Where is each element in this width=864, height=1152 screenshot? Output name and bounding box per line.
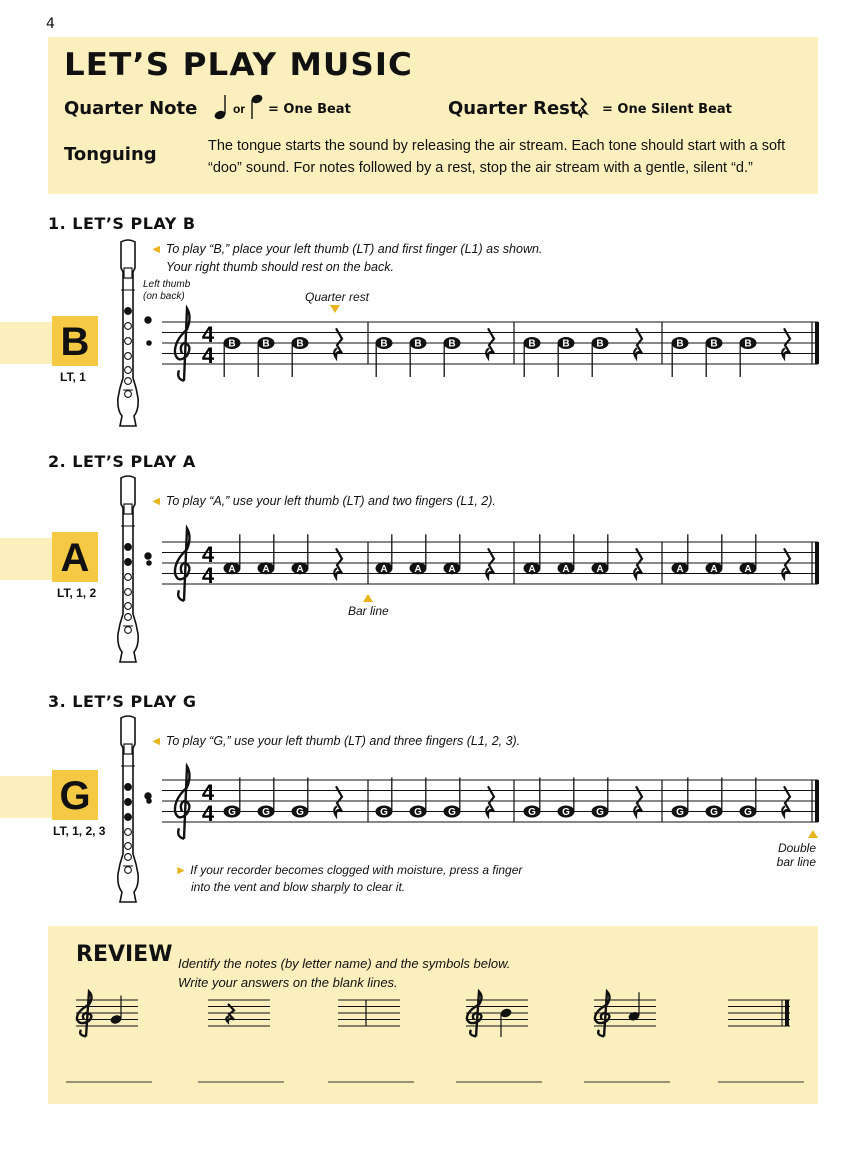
review-item — [66, 992, 152, 1082]
finger-hole — [125, 308, 132, 315]
note-head-letter: A — [448, 563, 456, 575]
note-head-letter: B — [414, 338, 422, 350]
note-head-letter: B — [528, 338, 536, 350]
note-head-letter: G — [380, 807, 388, 818]
note-head-letter: G — [262, 807, 270, 818]
note-head-letter: A — [414, 563, 422, 575]
note-head-letter: A — [528, 563, 536, 575]
one-beat-text: = One Beat — [268, 102, 351, 117]
review-title: REVIEW — [76, 942, 173, 967]
note-head-letter: B — [710, 338, 718, 350]
review-item — [718, 1000, 804, 1082]
note-head-letter: G — [448, 807, 456, 818]
instruction-g: ◄ To play “G,” use your left thumb (LT) and three fingers (L1, 2, 3). — [150, 734, 521, 748]
instruction-b: ◄ To play “B,” place your left thumb (LT) and first finger (L1) as shown. Your right thumb should rest on the back. — [150, 242, 543, 274]
note-head-letter: A — [296, 563, 304, 575]
review-item — [584, 992, 670, 1082]
treble-clef-icon — [175, 308, 190, 380]
treble-clef-icon — [467, 992, 482, 1037]
note-tab-b — [0, 322, 98, 364]
note-head-letter: B — [676, 338, 684, 350]
double-bar-thick — [785, 1000, 789, 1026]
note-head-letter: G — [562, 807, 570, 818]
note-head-letter: G — [296, 807, 304, 818]
staff-a — [140, 520, 830, 610]
finger-hole — [125, 391, 132, 398]
treble-clef-icon — [175, 528, 190, 600]
finger-hole — [125, 338, 132, 345]
finger-hole — [125, 829, 132, 836]
time-signature-bottom: 4 — [201, 562, 215, 588]
arrow-icon: ► — [175, 863, 187, 877]
finger-hole — [125, 603, 132, 610]
note-head-letter: B — [262, 338, 270, 350]
finger-hole — [125, 559, 132, 566]
double-bar-thick — [815, 322, 819, 364]
finger-hole — [125, 814, 132, 821]
quarter-note-label: Quarter Note — [64, 98, 198, 119]
note-head-letter: B — [296, 338, 304, 350]
review-instructions: Identify the notes (by letter name) and the symbols below. Write your answers on the blank lines. — [178, 956, 511, 990]
note-letter-a: A — [52, 532, 98, 582]
note-head-letter: B — [380, 338, 388, 350]
indicator-dot — [146, 560, 152, 566]
time-signature-top: 4 — [201, 541, 215, 567]
page-number: 4 — [46, 16, 55, 32]
treble-clef-icon — [77, 992, 92, 1037]
one-silent-beat-text: = One Silent Beat — [602, 102, 732, 117]
review-item — [456, 992, 542, 1082]
callout-arrow-icon — [808, 830, 818, 838]
quarter-rest-callout: Quarter rest — [305, 290, 370, 304]
finger-hole — [125, 854, 132, 861]
note-head-letter: A — [676, 563, 684, 575]
double-bar-thick — [815, 542, 819, 584]
section-title-b: 1. LET’S PLAY B — [48, 214, 196, 233]
review-box — [48, 926, 818, 1104]
note-head-letter: B — [562, 338, 570, 350]
finger-hole — [125, 614, 132, 621]
instruction-a: ◄ To play “A,” use your left thumb (LT) and two fingers (L1, 2). — [150, 494, 496, 508]
note-head-letter: B — [448, 338, 456, 350]
fingering-g: LT, 1, 2, 3 — [53, 824, 106, 838]
finger-hole — [125, 843, 132, 850]
time-signature-bottom: 4 — [201, 342, 215, 368]
staff-g — [140, 758, 830, 848]
callout-arrow-icon — [363, 594, 373, 602]
note-head-letter: G — [710, 807, 718, 818]
section-title-g: 3. LET’S PLAY G — [48, 692, 197, 711]
finger-hole — [125, 323, 132, 330]
note-head-letter: A — [228, 563, 236, 575]
staff-b — [140, 300, 830, 390]
note-head-letter: G — [744, 807, 752, 818]
arrow-icon: ◄ — [150, 494, 163, 508]
note-head-letter: G — [596, 807, 604, 818]
indicator-dot — [146, 798, 152, 804]
indicator-dot — [146, 340, 152, 346]
finger-hole — [125, 799, 132, 806]
note-head-letter: G — [676, 807, 684, 818]
note-head-letter: A — [380, 563, 388, 575]
finger-hole — [125, 867, 132, 874]
treble-clef-icon — [175, 766, 190, 838]
intro-box — [48, 37, 818, 194]
review-item — [328, 1000, 414, 1082]
note-tab-a — [0, 538, 98, 580]
fingering-a: LT, 1, 2 — [57, 586, 97, 600]
treble-clef-icon — [595, 992, 610, 1037]
fingering-b: LT, 1 — [60, 370, 86, 384]
tonguing-text: The tongue starts the sound by releasing the air stream. Each tone should start with a soft “doo” sound. For notes followed by a rest, stop the air stream with a gentle, silent “d.” — [208, 138, 786, 176]
review-exercises — [48, 986, 818, 1104]
finger-hole — [125, 574, 132, 581]
double-bar-callout: Double bar line — [776, 841, 816, 869]
time-signature-top: 4 — [201, 779, 215, 805]
note-head-letter: B — [744, 338, 752, 350]
note-head-letter: G — [414, 807, 422, 818]
note-head-letter: A — [596, 563, 604, 575]
note-head-letter: G — [528, 807, 536, 818]
quarter-rest-icon — [576, 97, 590, 121]
arrow-icon: ◄ — [150, 242, 163, 256]
or-text: or — [233, 102, 245, 116]
finger-hole — [125, 627, 132, 634]
note-head-letter: A — [744, 563, 752, 575]
thumb-label: Left thumb (on back) — [143, 279, 191, 302]
note-letter-g: G — [52, 770, 98, 820]
arrow-icon: ◄ — [150, 734, 163, 748]
finger-hole — [125, 378, 132, 385]
finger-hole — [125, 544, 132, 551]
note-tab-g — [0, 776, 98, 818]
note-letter-b: B — [52, 316, 98, 366]
note-head-letter: A — [562, 563, 570, 575]
note-head-letter: G — [228, 807, 236, 818]
time-signature-top: 4 — [201, 321, 215, 347]
note-head-letter: B — [228, 338, 236, 350]
double-bar-thick — [815, 780, 819, 822]
finger-hole — [125, 589, 132, 596]
moisture-tip: ► If your recorder becomes clogged with moisture, press a finger into the vent and blow sharply to clear it. — [175, 863, 523, 894]
quarter-rest-label: Quarter Rest — [448, 98, 579, 119]
finger-hole — [125, 784, 132, 791]
finger-hole — [125, 353, 132, 360]
review-item — [198, 1000, 284, 1082]
bar-line-callout: Bar line — [348, 604, 389, 618]
tonguing-label: Tonguing — [64, 144, 157, 165]
note-head-letter: A — [262, 563, 270, 575]
finger-hole — [125, 367, 132, 374]
note-head-letter: A — [710, 563, 718, 575]
note-head-letter: B — [596, 338, 604, 350]
time-signature-bottom: 4 — [201, 800, 215, 826]
page-title: LET’S PLAY MUSIC — [64, 47, 413, 83]
section-title-a: 2. LET’S PLAY A — [48, 452, 196, 471]
